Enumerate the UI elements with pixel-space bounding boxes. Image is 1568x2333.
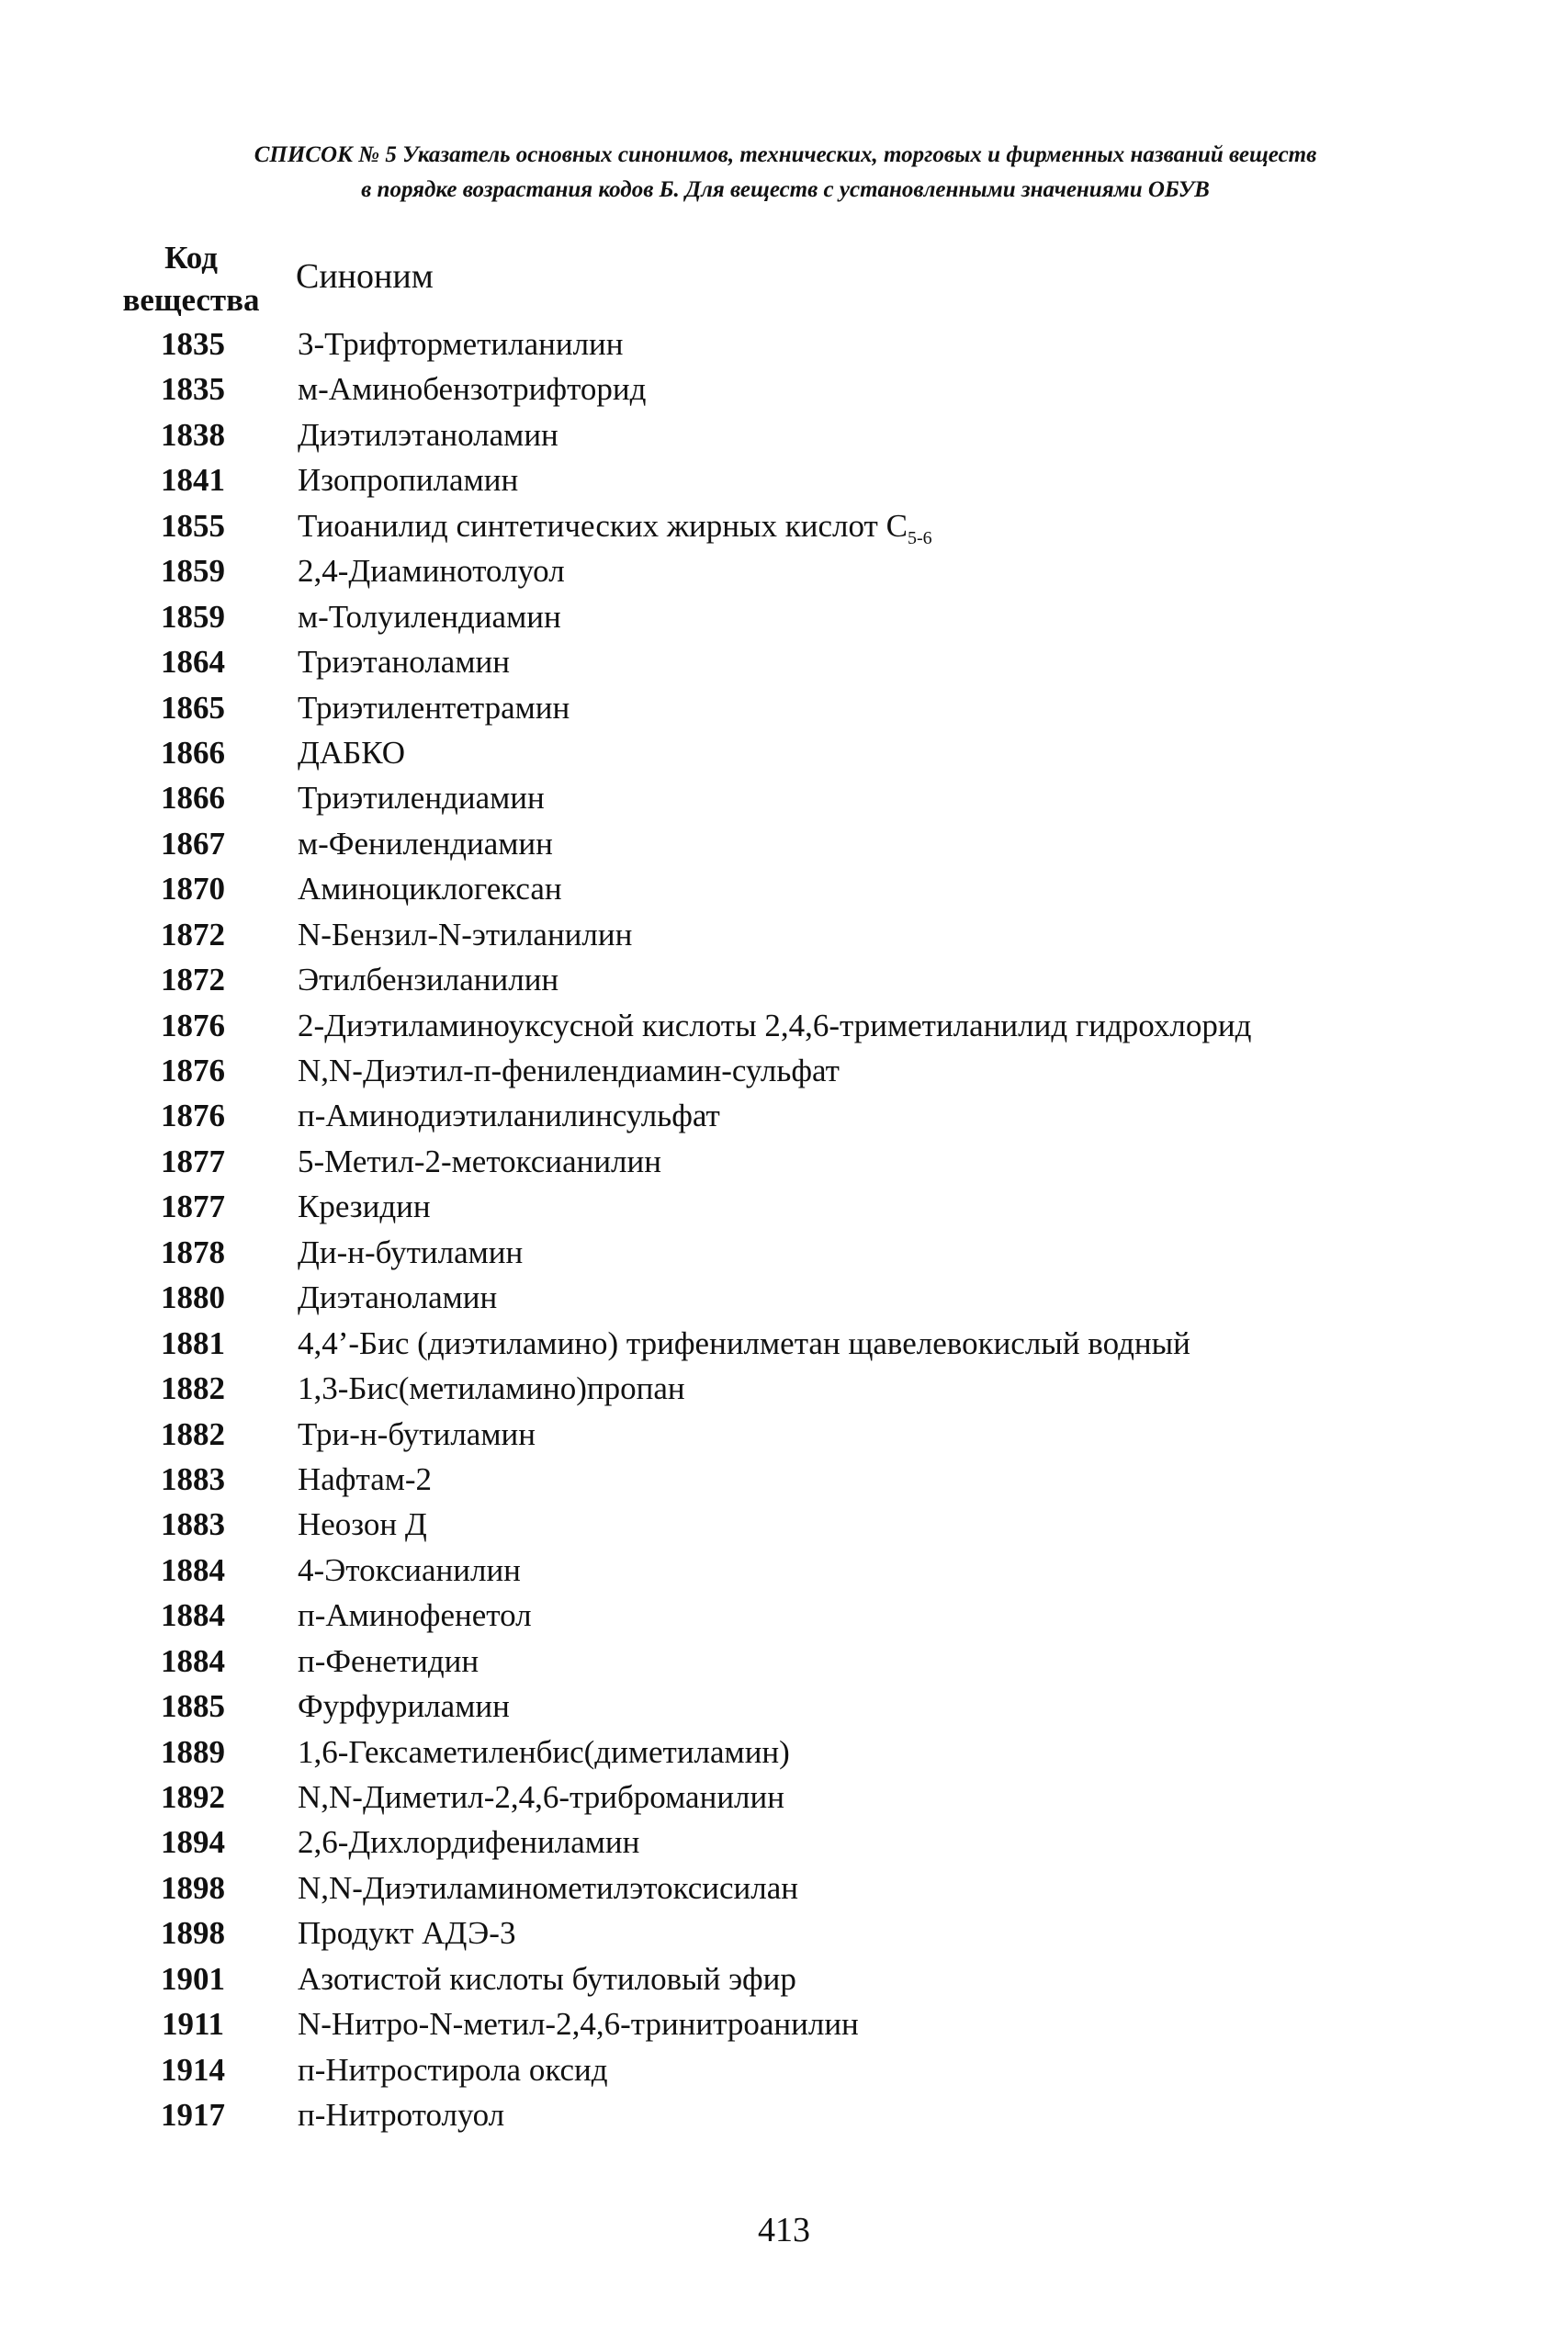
table-row <box>0 1730 1568 1775</box>
synonym-text: Триэтаноламин <box>298 644 510 681</box>
substance-code: 1883 <box>161 1506 225 1543</box>
synonym-text: Изопропиламин <box>298 462 519 499</box>
substance-code: 1867 <box>161 825 225 862</box>
table-row <box>0 1548 1568 1593</box>
synonym-name <box>298 1593 532 1638</box>
synonym-text: Диэтилэтаноламин <box>298 416 558 453</box>
substance-code: 1884 <box>161 1551 225 1588</box>
substance-code: 1914 <box>161 2051 225 2088</box>
synonym-text: Диэтаноламин <box>298 1279 498 1316</box>
synonym-text: Триэтилентетрамин <box>298 689 570 726</box>
synonym-text: п-Фенетидин <box>298 1642 479 1679</box>
synonym-text: 2-Диэтиламиноуксусной кислоты 2,4,6-триметиланилид гидрохлорид <box>298 1007 1252 1043</box>
substance-code: 1876 <box>161 1007 225 1043</box>
synonym-name <box>298 639 510 684</box>
synonym-text: Ди-н-бутиламин <box>298 1234 524 1270</box>
synonym-name <box>298 1321 1190 1366</box>
synonym-text: п-Аминофенетол <box>298 1597 532 1634</box>
synonym-name <box>298 321 624 366</box>
synonym-text: м-Аминобензотрифторид <box>298 371 647 408</box>
synonym-name <box>298 912 632 957</box>
table-row <box>0 1275 1568 1320</box>
synonym-text: Продукт АДЭ-3 <box>298 1915 516 1952</box>
table-row <box>0 1412 1568 1457</box>
synonym-text: Неозон Д <box>298 1506 427 1543</box>
table-row <box>0 457 1568 502</box>
synonym-text: 2,4-Диаминотолуол <box>298 553 565 590</box>
column-header-code-line-1: Код <box>164 240 218 276</box>
page-number: 413 <box>758 2211 810 2249</box>
substance-code: 1911 <box>161 2006 225 2043</box>
substance-code: 1894 <box>161 1824 225 1861</box>
substance-code: 1876 <box>161 1098 225 1134</box>
table-row <box>0 1639 1568 1684</box>
substance-code: 1878 <box>161 1234 225 1270</box>
synonym-name <box>298 594 561 639</box>
synonym-text: 4,4’-Бис (диэтиламино) трифенилметан щавелевокислый водный <box>298 1324 1190 1361</box>
synonym-text: 5-Метил-2-метоксианилин <box>298 1143 661 1179</box>
table-row <box>0 548 1568 593</box>
table-row <box>0 2001 1568 2046</box>
substance-code: 1866 <box>161 734 225 771</box>
table-row <box>0 1093 1568 1138</box>
substance-code: 1885 <box>161 1688 225 1725</box>
substance-code: 1884 <box>161 1597 225 1634</box>
synonym-text: Фурфуриламин <box>298 1688 510 1725</box>
synonym-text: п-Нитростирола оксид <box>298 2051 608 2088</box>
substance-code: 1917 <box>161 2097 225 2134</box>
table-row <box>0 1366 1568 1411</box>
substance-code: 1898 <box>161 1915 225 1952</box>
substance-code: 1866 <box>161 780 225 817</box>
synonym-name <box>298 1412 536 1457</box>
table-row <box>0 1593 1568 1638</box>
table-row <box>0 2092 1568 2137</box>
synonym-text: 2,6-Дихлордифениламин <box>298 1824 640 1861</box>
substance-code: 1901 <box>161 1960 225 1997</box>
synonym-text: 4-Этоксианилин <box>298 1551 521 1588</box>
synonym-name <box>298 1366 685 1411</box>
table-row <box>0 321 1568 366</box>
table-row <box>0 912 1568 957</box>
substance-code: 1870 <box>161 871 225 907</box>
synonym-text: Тиоанилид синтетических жирных кислот C <box>298 507 908 544</box>
synonym-text: N,N-Диэтиламинометилэтоксисилан <box>298 1869 798 1906</box>
table-row <box>0 775 1568 820</box>
substance-code: 1884 <box>161 1642 225 1679</box>
table-row <box>0 1139 1568 1184</box>
table-row <box>0 1865 1568 1910</box>
synonym-name <box>298 1639 479 1684</box>
substance-code: 1898 <box>161 1869 225 1906</box>
synonym-name <box>298 1048 840 1093</box>
synonym-name <box>298 1230 523 1275</box>
synonym-table <box>0 321 1568 2138</box>
synonym-name <box>298 1865 798 1910</box>
substance-code: 1835 <box>161 326 225 362</box>
column-header-code-line-2: вещества <box>122 282 260 318</box>
table-row <box>0 1321 1568 1366</box>
table-row <box>0 1003 1568 1048</box>
synonym-name <box>298 1093 720 1138</box>
header-line-1: СПИСОК № 5 Указатель основных синонимов, технических, торговых и фирменных названий веществ <box>254 142 1317 167</box>
synonym-text: Нафтам-2 <box>298 1460 433 1497</box>
synonym-text: п-Нитротолуол <box>298 2097 505 2134</box>
substance-code: 1859 <box>161 553 225 590</box>
synonym-text: 3-Трифторметиланилин <box>298 326 624 362</box>
substance-code: 1865 <box>161 689 225 726</box>
synonym-name <box>298 1457 432 1502</box>
synonym-name <box>298 1548 521 1593</box>
synonym-name <box>298 1184 431 1229</box>
table-row <box>0 2047 1568 2092</box>
substance-code: 1872 <box>161 962 225 998</box>
synonym-name <box>298 1775 784 1820</box>
substance-code: 1835 <box>161 371 225 408</box>
synonym-text: м-Толуилендиамин <box>298 598 561 635</box>
synonym-text: Азотистой кислоты бутиловый эфир <box>298 1960 796 1997</box>
page-header <box>138 138 1433 208</box>
substance-code: 1882 <box>161 1415 225 1452</box>
synonym-name <box>298 1275 497 1320</box>
synonym-text: N-Бензил-N-этиланилин <box>298 916 633 952</box>
synonym-name <box>298 2092 504 2137</box>
synonym-text: Три-н-бутиламин <box>298 1415 536 1452</box>
synonym-text: Крезидин <box>298 1189 431 1225</box>
synonym-name <box>298 1730 790 1775</box>
synonym-name <box>298 1502 427 1547</box>
synonym-name <box>298 457 518 502</box>
substance-code: 1855 <box>161 507 225 544</box>
synonym-name <box>298 957 558 1002</box>
synonym-name <box>298 548 565 593</box>
table-row <box>0 685 1568 730</box>
table-row <box>0 639 1568 684</box>
table-row <box>0 366 1568 411</box>
table-row <box>0 730 1568 775</box>
synonym-text: N,N-Диметил-2,4,6-триброманилин <box>298 1779 784 1815</box>
column-header-synonym: Синоним <box>296 257 434 296</box>
table-row <box>0 1230 1568 1275</box>
table-row <box>0 1048 1568 1093</box>
table-row <box>0 1956 1568 2001</box>
synonym-name <box>298 685 570 730</box>
substance-code: 1872 <box>161 916 225 952</box>
table-row <box>0 957 1568 1002</box>
synonym-text: N,N-Диэтил-п-фенилендиамин-сульфат <box>298 1053 840 1088</box>
substance-code: 1877 <box>161 1189 225 1225</box>
substance-code: 1892 <box>161 1779 225 1815</box>
table-row <box>0 866 1568 911</box>
header-line-2: в порядке возрастания кодов Б. Для веществ с установленными значениями ОБУВ <box>361 177 1210 202</box>
synonym-text: м-Фенилендиамин <box>298 825 553 862</box>
table-row <box>0 1820 1568 1865</box>
substance-code: 1882 <box>161 1370 225 1407</box>
synonym-subscript: 5-6 <box>907 527 932 548</box>
synonym-text: 1,6-Гексаметиленбис(диметиламин) <box>298 1733 790 1770</box>
substance-code: 1881 <box>161 1324 225 1361</box>
synonym-name <box>298 2001 859 2046</box>
substance-code: 1864 <box>161 644 225 681</box>
synonym-name <box>298 1956 796 2001</box>
synonym-text: N-Нитро-N-метил-2,4,6-тринитроанилин <box>298 2006 859 2043</box>
synonym-name <box>298 1820 639 1865</box>
table-row <box>0 594 1568 639</box>
synonym-name <box>298 366 646 411</box>
substance-code: 1880 <box>161 1279 225 1316</box>
substance-code: 1838 <box>161 416 225 453</box>
column-header-code <box>108 237 274 321</box>
substance-code: 1883 <box>161 1460 225 1497</box>
synonym-text: ДАБКО <box>298 734 405 771</box>
table-row <box>0 821 1568 866</box>
synonym-name <box>298 775 545 820</box>
synonym-text: п-Аминодиэтиланилинсульфат <box>298 1098 720 1134</box>
substance-code: 1841 <box>161 462 225 499</box>
table-row <box>0 1502 1568 1547</box>
table-row <box>0 412 1568 457</box>
synonym-name <box>298 412 558 457</box>
synonym-text: Триэтилендиамин <box>298 780 545 817</box>
substance-code: 1876 <box>161 1053 225 1088</box>
table-row <box>0 1775 1568 1820</box>
substance-code: 1859 <box>161 598 225 635</box>
substance-code: 1877 <box>161 1143 225 1179</box>
synonym-name <box>298 1684 510 1729</box>
table-row <box>0 1184 1568 1229</box>
synonym-name <box>298 821 553 866</box>
table-row <box>0 1910 1568 1955</box>
substance-code: 1889 <box>161 1733 225 1770</box>
synonym-name <box>298 866 562 911</box>
synonym-name <box>298 1910 515 1955</box>
table-row <box>0 503 1568 548</box>
synonym-name <box>298 2047 608 2092</box>
synonym-text: 1,3-Бис(метиламино)пропан <box>298 1370 685 1407</box>
synonym-text: Аминоциклогексан <box>298 871 562 907</box>
table-row <box>0 1457 1568 1502</box>
synonym-text: Этилбензиланилин <box>298 962 559 998</box>
synonym-name <box>298 730 405 775</box>
synonym-name <box>298 1003 1251 1048</box>
table-row <box>0 1684 1568 1729</box>
synonym-name <box>298 1139 661 1184</box>
